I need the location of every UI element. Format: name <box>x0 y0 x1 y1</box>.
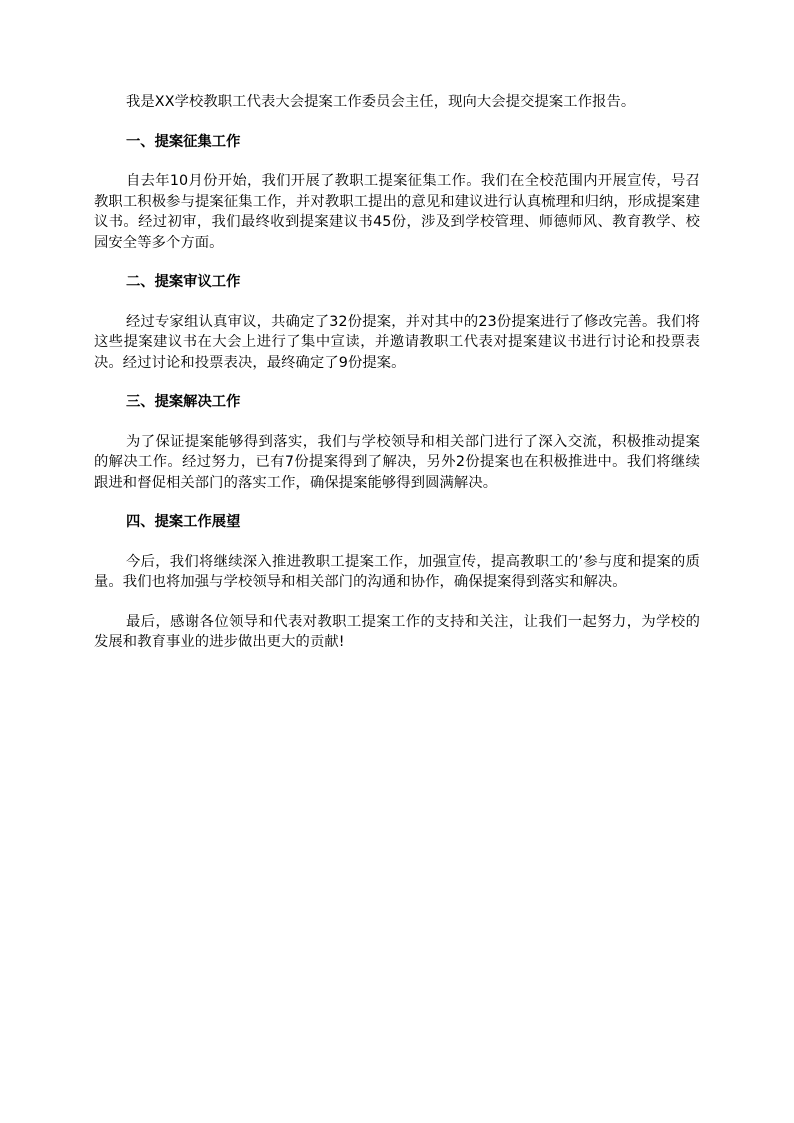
section-body-4: 今后，我们将继续深入推进教职工提案工作，加强宣传，提高教职工的’参与度和提案的质量。我们也将加强与学校领导和相关部门的沟通和协作，确保提案得到落实和解决。 <box>94 553 700 590</box>
document-page <box>94 92 700 653</box>
closing-paragraph: 最后，感谢各位领导和代表对教职工提案工作的支持和关注，让我们一起努力，为学校的发展和教育事业的进步做出更大的贡献! <box>94 613 700 650</box>
section-body-3: 为了保证提案能够得到落实，我们与学校领导和相关部门进行了深入交流，积极推动提案的解决工作。经过努力，已有7份提案得到了解决，另外2份提案也在积极推进中。我们将继续跟进和督促相关部门的落实工作，确保提案能够得到圆满解决。 <box>94 433 700 491</box>
section-heading-2: 二、提案审议工作 <box>126 274 241 290</box>
section-body-2: 经过专家组认真审议，共确定了32份提案，并对其中的23份提案进行了修改完善。我们将这些提案建议书在大会上进行了集中宣读，并邀请教职工代表对提案建议书进行讨论和投票表决。经过讨论和投票表决，最终确定了9份提案。 <box>94 313 700 371</box>
intro-paragraph: 我是XX学校教职工代表大会提案工作委员会主任，现向大会提交提案工作报告。 <box>126 94 636 110</box>
section-body-1: 自去年10月份开始，我们开展了教职工提案征集工作。我们在全校范围内开展宣传，号召教职工积极参与提案征集工作，并对教职工提出的意见和建议进行认真梳理和归纳，形成提案建议书。经过初审，我们最终收到提案建议书45份，涉及到学校管理、师德师风、教育教学、校园安全等多个方面。 <box>94 173 700 251</box>
section-heading-1: 一、提案征集工作 <box>126 133 241 150</box>
section-heading-3: 三、提案解决工作 <box>126 394 241 410</box>
section-heading-4: 四、提案工作展望 <box>126 514 241 530</box>
